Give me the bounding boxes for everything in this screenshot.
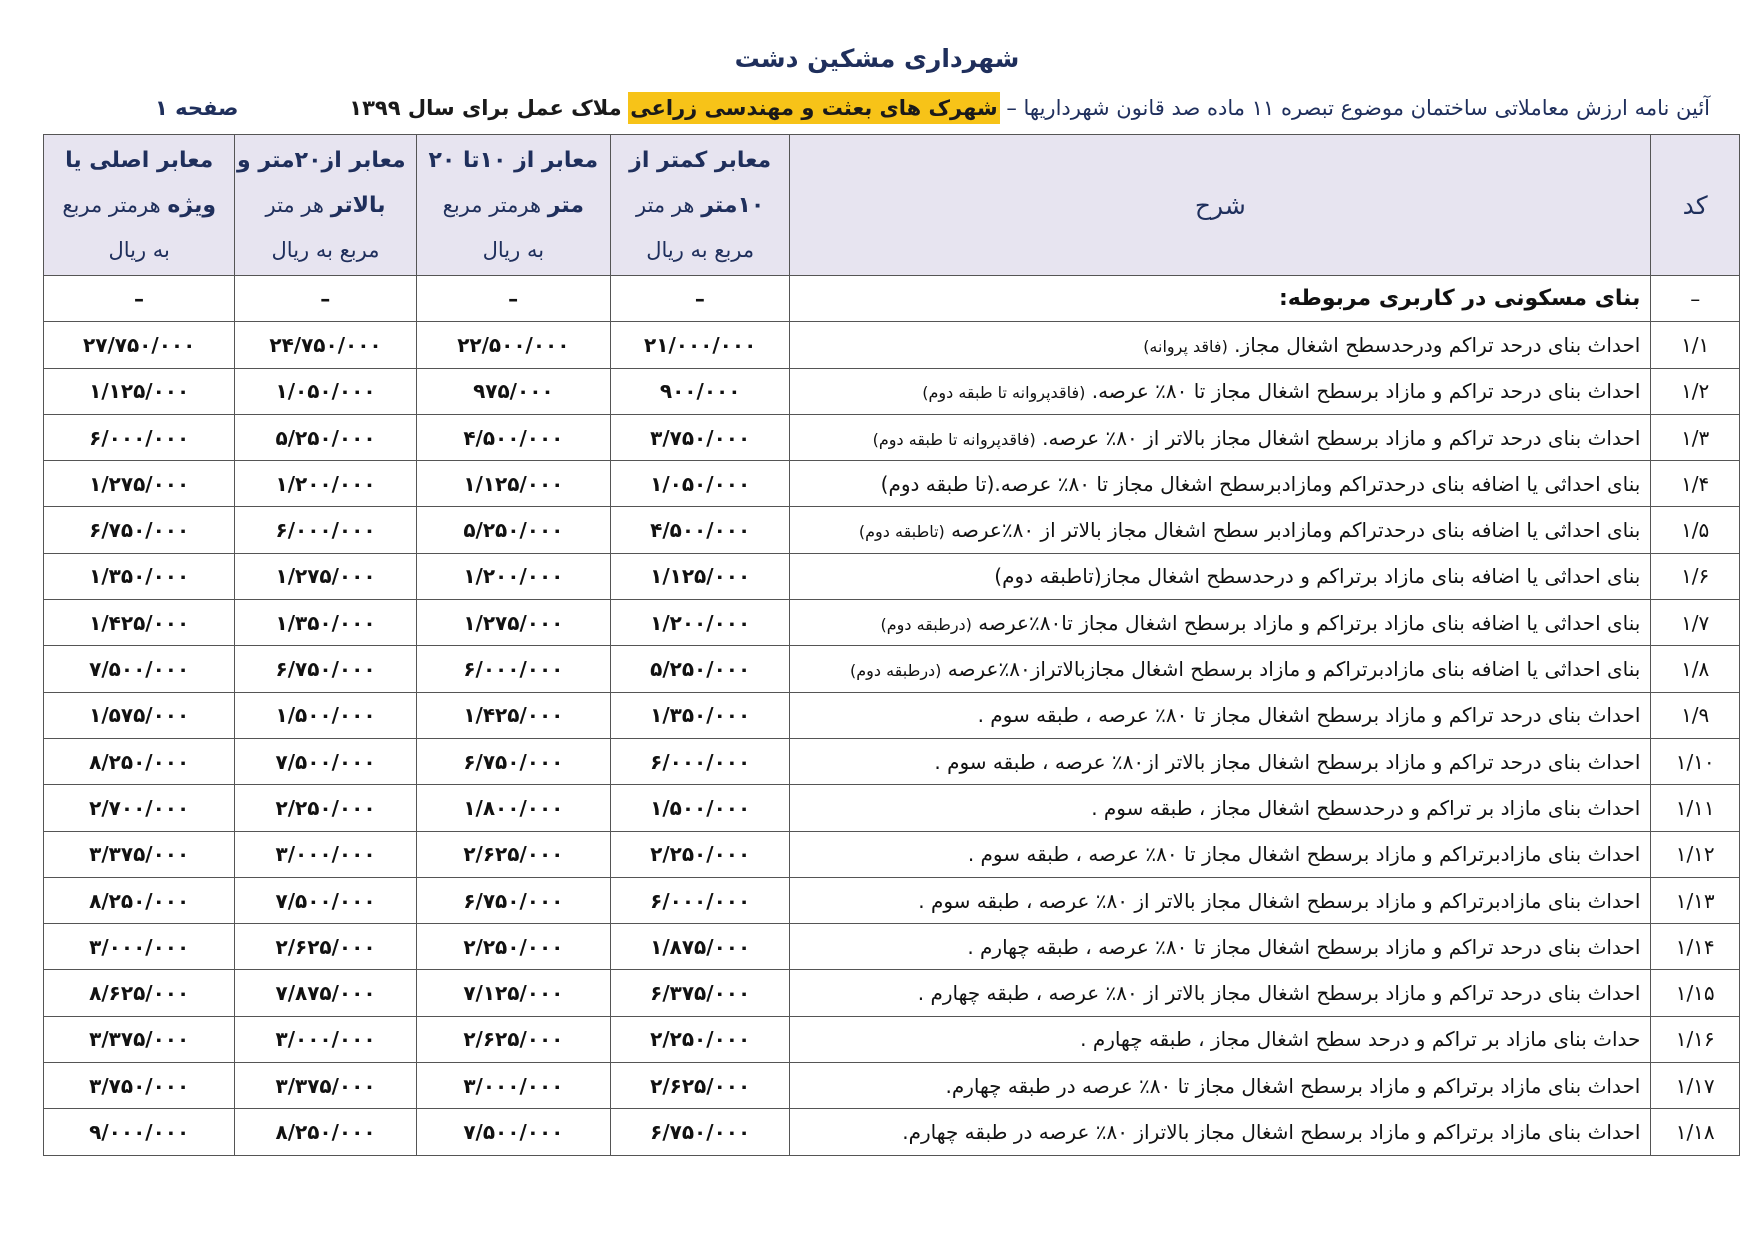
price-main-roads: ۳/۰۰۰/۰۰۰ <box>44 924 235 970</box>
row-description-text: بنای احداثی یا اضافه بنای مازاد برتراکم و درحدسطح اشغال مجاز(تاطبقه دوم) <box>994 564 1641 589</box>
price-over-20m: ۷/۸۷۵/۰۰۰ <box>235 970 416 1016</box>
row-code: ۱/۶ <box>1651 553 1740 599</box>
row-description-text: احداث بنای درحد تراکم و مازاد برسطح اشغال مجاز تا ۸۰٪ عرصه ، طبقه سوم . <box>977 703 1641 728</box>
regulation-title-prefix: آئین نامه ارزش معاملاتی ساختمان موضوع تبصره ۱۱ ماده صد قانون شهرداریها – <box>1006 96 1710 120</box>
row-description-text: احداث بنای درحد تراکم و مازاد برسطح اشغال مجاز تا ۸۰٪ عرصه. <box>1091 379 1641 404</box>
row-code: ۱/۴ <box>1651 461 1740 507</box>
price-main-roads: ۱/۳۵۰/۰۰۰ <box>44 553 235 599</box>
table-row <box>44 414 1740 460</box>
price-main-roads: ۳/۳۷۵/۰۰۰ <box>44 1016 235 1062</box>
section-title: بنای مسکونی در کاربری مربوطه: <box>790 276 1651 322</box>
row-code: ۱/۱۴ <box>1651 924 1740 970</box>
table-row <box>44 600 1740 646</box>
price-10-to-20m: ۶/۷۵۰/۰۰۰ <box>416 877 610 923</box>
price-main-roads: ۳/۷۵۰/۰۰۰ <box>44 1063 235 1109</box>
price-over-20m: ۱/۲۰۰/۰۰۰ <box>235 461 416 507</box>
section-p4: – <box>44 276 235 322</box>
header-col-under-10m <box>611 135 790 276</box>
table-row <box>44 322 1740 368</box>
price-10-to-20m: ۱/۸۰۰/۰۰۰ <box>416 785 610 831</box>
price-under-10m: ۶/۰۰۰/۰۰۰ <box>611 738 790 784</box>
row-description <box>790 414 1651 460</box>
row-description-note: (درطبقه دوم) <box>880 614 972 634</box>
header-col3-line2: هر متر <box>265 192 324 217</box>
row-description-note: (تاطبقه دوم) <box>858 522 945 542</box>
row-description-note: (درطبقه دوم) <box>850 661 942 681</box>
row-description-text: احداث بنای درحد تراکم و مازاد برسطح اشغال مجاز بالاتر از ۸۰٪ عرصه. <box>1042 425 1641 450</box>
price-under-10m: ۲/۶۲۵/۰۰۰ <box>611 1063 790 1109</box>
price-over-20m: ۱/۳۵۰/۰۰۰ <box>235 600 416 646</box>
table-row <box>44 738 1740 784</box>
row-description-text: احداث بنای درحد تراکم ودرحدسطح اشغال مجاز. <box>1234 332 1641 357</box>
header-code: کد <box>1651 135 1740 276</box>
header-col1-line1: معابر کمتر از <box>629 147 772 173</box>
row-description-note: (فاقدپروانه تا طبقه دوم) <box>872 429 1036 449</box>
row-description <box>790 322 1651 368</box>
price-over-20m: ۵/۲۵۰/۰۰۰ <box>235 414 416 460</box>
price-10-to-20m: ۱/۲۷۵/۰۰۰ <box>416 600 610 646</box>
table-header-row <box>44 135 1740 276</box>
table-row <box>44 461 1740 507</box>
price-10-to-20m: ۳/۰۰۰/۰۰۰ <box>416 1063 610 1109</box>
header-col1-line2: هر متر <box>635 192 695 217</box>
regulation-title-suffix: ملاک عمل برای سال ۱۳۹۹ <box>349 96 622 120</box>
row-description <box>790 738 1651 784</box>
row-description-text: احداث بنای مازاد برتراکم و مازاد برسطح اشغال مجاز بالاتراز ۸۰٪ عرصه در طبقه چهارم. <box>902 1119 1641 1144</box>
row-description <box>790 368 1651 414</box>
document-subheader <box>40 92 1710 134</box>
header-col2-line1: معابر از ۱۰تا ۲۰ <box>428 147 599 173</box>
org-title: شهرداری مشکین دشت <box>734 44 1020 73</box>
row-code: ۱/۲ <box>1651 368 1740 414</box>
row-description <box>790 970 1651 1016</box>
section-p2: – <box>416 276 610 322</box>
row-description <box>790 1016 1651 1062</box>
price-main-roads: ۹/۰۰۰/۰۰۰ <box>44 1109 235 1155</box>
row-description-text: حداث بنای مازاد بر تراکم و درحد سطح اشغال مجاز ، طبقه چهارم . <box>1080 1027 1641 1052</box>
regulation-title-highlight: شهرک های بعثت و مهندسی زراعی <box>628 92 999 124</box>
header-col1-line3: مربع به ریال <box>646 237 755 262</box>
price-main-roads: ۸/۶۲۵/۰۰۰ <box>44 970 235 1016</box>
table-row <box>44 646 1740 692</box>
row-description <box>790 1109 1651 1155</box>
row-code: ۱/۱۰ <box>1651 738 1740 784</box>
table-row <box>44 924 1740 970</box>
row-code: ۱/۱۳ <box>1651 877 1740 923</box>
price-over-20m: ۱/۰۵۰/۰۰۰ <box>235 368 416 414</box>
row-description <box>790 553 1651 599</box>
price-main-roads: ۸/۲۵۰/۰۰۰ <box>44 877 235 923</box>
price-10-to-20m: ۷/۵۰۰/۰۰۰ <box>416 1109 610 1155</box>
price-main-roads: ۱/۴۲۵/۰۰۰ <box>44 600 235 646</box>
page-number: صفحه ۱ <box>155 96 239 120</box>
price-under-10m: ۲/۲۵۰/۰۰۰ <box>611 1016 790 1062</box>
row-code: ۱/۱۸ <box>1651 1109 1740 1155</box>
price-under-10m: ۱/۲۰۰/۰۰۰ <box>611 600 790 646</box>
row-description <box>790 461 1651 507</box>
price-under-10m: ۲۱/۰۰۰/۰۰۰ <box>611 322 790 368</box>
price-over-20m: ۱/۲۷۵/۰۰۰ <box>235 553 416 599</box>
header-col4-line1: معابر اصلی یا <box>65 147 214 173</box>
price-over-20m: ۷/۵۰۰/۰۰۰ <box>235 738 416 784</box>
price-main-roads: ۲/۷۰۰/۰۰۰ <box>44 785 235 831</box>
price-over-20m: ۲۴/۷۵۰/۰۰۰ <box>235 322 416 368</box>
row-description <box>790 831 1651 877</box>
row-description-text: بنای احداثی یا اضافه بنای مازادبرتراکم و مازاد برسطح اشغال مجازبالاتراز۸۰٪عرصه <box>947 657 1641 682</box>
table-row <box>44 877 1740 923</box>
price-10-to-20m: ۶/۰۰۰/۰۰۰ <box>416 646 610 692</box>
price-under-10m: ۶/۷۵۰/۰۰۰ <box>611 1109 790 1155</box>
row-code: ۱/۱۲ <box>1651 831 1740 877</box>
price-over-20m: ۲/۶۲۵/۰۰۰ <box>235 924 416 970</box>
price-over-20m: ۱/۵۰۰/۰۰۰ <box>235 692 416 738</box>
row-code: ۱/۵ <box>1651 507 1740 553</box>
row-code: ۱/۱۱ <box>1651 785 1740 831</box>
price-over-20m: ۷/۵۰۰/۰۰۰ <box>235 877 416 923</box>
row-description-text: احداث بنای درحد تراکم و مازاد برسطح اشغال مجاز تا ۸۰٪ عرصه ، طبقه چهارم . <box>967 934 1641 959</box>
row-code: ۱/۱۶ <box>1651 1016 1740 1062</box>
price-under-10m: ۲/۲۵۰/۰۰۰ <box>611 831 790 877</box>
price-main-roads: ۱/۱۲۵/۰۰۰ <box>44 368 235 414</box>
price-main-roads: ۱/۵۷۵/۰۰۰ <box>44 692 235 738</box>
price-main-roads: ۷/۵۰۰/۰۰۰ <box>44 646 235 692</box>
header-col4-line2: هرمتر مربع <box>62 192 161 217</box>
price-main-roads: ۶/۰۰۰/۰۰۰ <box>44 414 235 460</box>
price-10-to-20m: ۶/۷۵۰/۰۰۰ <box>416 738 610 784</box>
price-under-10m: ۵/۲۵۰/۰۰۰ <box>611 646 790 692</box>
table-row <box>44 970 1740 1016</box>
header-col2-line2-bold: متر <box>547 192 585 218</box>
header-col3-line3: مربع به ریال <box>271 237 380 262</box>
row-description-text: احداث بنای درحد تراکم و مازاد برسطح اشغال مجاز بالاتر از۸۰٪ عرصه ، طبقه سوم . <box>934 749 1641 774</box>
price-10-to-20m: ۲/۶۲۵/۰۰۰ <box>416 1016 610 1062</box>
price-10-to-20m: ۲/۶۲۵/۰۰۰ <box>416 831 610 877</box>
row-description-text: بنای احداثی یا اضافه بنای مازاد برتراکم و مازاد برسطح اشغال مجاز تا۸۰٪عرصه <box>978 610 1641 635</box>
price-over-20m: ۳/۳۷۵/۰۰۰ <box>235 1063 416 1109</box>
row-description-note: (فاقدپروانه تا طبقه دوم) <box>922 383 1086 403</box>
price-over-20m: ۲/۲۵۰/۰۰۰ <box>235 785 416 831</box>
table-row <box>44 785 1740 831</box>
price-10-to-20m: ۷/۱۲۵/۰۰۰ <box>416 970 610 1016</box>
header-col1-line2-bold: ۱۰متر <box>701 192 765 218</box>
price-under-10m: ۱/۸۷۵/۰۰۰ <box>611 924 790 970</box>
row-description <box>790 877 1651 923</box>
row-description-text: احداث بنای مازاد بر تراکم و درحدسطح اشغال مجاز ، طبقه سوم . <box>1091 795 1641 820</box>
header-col3-line2-bold: بالاتر <box>330 192 386 218</box>
price-under-10m: ۱/۰۵۰/۰۰۰ <box>611 461 790 507</box>
price-10-to-20m: ۱/۴۲۵/۰۰۰ <box>416 692 610 738</box>
price-under-10m: ۴/۵۰۰/۰۰۰ <box>611 507 790 553</box>
row-description-text: احداث بنای مازادبرتراکم و مازاد برسطح اشغال مجاز بالاتر از ۸۰٪ عرصه ، طبقه سوم . <box>918 888 1641 913</box>
price-over-20m: ۳/۰۰۰/۰۰۰ <box>235 831 416 877</box>
row-description <box>790 507 1651 553</box>
price-10-to-20m: ۱/۲۰۰/۰۰۰ <box>416 553 610 599</box>
row-code: ۱/۸ <box>1651 646 1740 692</box>
row-description-text: بنای احداثی یا اضافه بنای درحدتراکم ومازادبرسطح اشغال مجاز تا ۸۰٪ عرصه.(تا طبقه دوم) <box>880 471 1641 496</box>
table-row <box>44 1109 1740 1155</box>
header-col-over-20m <box>235 135 416 276</box>
header-description: شرح <box>790 135 1651 276</box>
table-row <box>44 831 1740 877</box>
row-code: ۱/۷ <box>1651 600 1740 646</box>
price-under-10m: ۱/۱۲۵/۰۰۰ <box>611 553 790 599</box>
header-col2-line2: هرمتر مربع <box>442 192 542 217</box>
price-over-20m: ۸/۲۵۰/۰۰۰ <box>235 1109 416 1155</box>
header-col-main-roads <box>44 135 235 276</box>
table-row <box>44 507 1740 553</box>
table-row <box>44 1063 1740 1109</box>
price-main-roads: ۲۷/۷۵۰/۰۰۰ <box>44 322 235 368</box>
header-col4-line3: به ریال <box>108 237 170 262</box>
row-description <box>790 785 1651 831</box>
row-description-note: (فاقد پروانه) <box>1143 336 1228 356</box>
table-row <box>44 368 1740 414</box>
price-over-20m: ۳/۰۰۰/۰۰۰ <box>235 1016 416 1062</box>
price-10-to-20m: ۱/۱۲۵/۰۰۰ <box>416 461 610 507</box>
price-under-10m: ۶/۰۰۰/۰۰۰ <box>611 877 790 923</box>
price-10-to-20m: ۵/۲۵۰/۰۰۰ <box>416 507 610 553</box>
row-description-text: بنای احداثی یا اضافه بنای درحدتراکم ومازادبر سطح اشغال مجاز بالاتر از ۸۰٪عرصه <box>951 518 1641 543</box>
price-under-10m: ۹۰۰/۰۰۰ <box>611 368 790 414</box>
row-code: ۱/۱۷ <box>1651 1063 1740 1109</box>
price-main-roads: ۱/۲۷۵/۰۰۰ <box>44 461 235 507</box>
price-10-to-20m: ۲/۲۵۰/۰۰۰ <box>416 924 610 970</box>
regulation-title <box>349 96 1710 120</box>
row-description <box>790 1063 1651 1109</box>
valuation-table <box>43 134 1740 1156</box>
price-over-20m: ۶/۷۵۰/۰۰۰ <box>235 646 416 692</box>
section-p3: – <box>235 276 416 322</box>
row-code: ۱/۹ <box>1651 692 1740 738</box>
table-row <box>44 692 1740 738</box>
row-code: ۱/۱ <box>1651 322 1740 368</box>
row-description <box>790 646 1651 692</box>
row-code: ۱/۱۵ <box>1651 970 1740 1016</box>
header-col3-line1: معابر از۲۰متر و <box>237 147 406 173</box>
header-col2-line3: به ریال <box>482 237 545 262</box>
price-over-20m: ۶/۰۰۰/۰۰۰ <box>235 507 416 553</box>
section-row-residential <box>44 276 1740 322</box>
row-description <box>790 924 1651 970</box>
header-col4-line2-bold: ویژه <box>167 192 217 218</box>
header-col-10-to-20m <box>416 135 610 276</box>
row-code: ۱/۳ <box>1651 414 1740 460</box>
table-row <box>44 553 1740 599</box>
price-10-to-20m: ۹۷۵/۰۰۰ <box>416 368 610 414</box>
price-under-10m: ۶/۳۷۵/۰۰۰ <box>611 970 790 1016</box>
row-description-text: احداث بنای مازادبرتراکم و مازاد برسطح اشغال مجاز تا ۸۰٪ عرصه ، طبقه سوم . <box>967 842 1641 867</box>
section-code: – <box>1651 276 1740 322</box>
price-main-roads: ۶/۷۵۰/۰۰۰ <box>44 507 235 553</box>
row-description <box>790 692 1651 738</box>
price-under-10m: ۱/۳۵۰/۰۰۰ <box>611 692 790 738</box>
row-description <box>790 600 1651 646</box>
price-main-roads: ۸/۲۵۰/۰۰۰ <box>44 738 235 784</box>
price-10-to-20m: ۲۲/۵۰۰/۰۰۰ <box>416 322 610 368</box>
table-row <box>44 1016 1740 1062</box>
price-under-10m: ۱/۵۰۰/۰۰۰ <box>611 785 790 831</box>
price-main-roads: ۳/۳۷۵/۰۰۰ <box>44 831 235 877</box>
section-p1: – <box>611 276 790 322</box>
price-under-10m: ۳/۷۵۰/۰۰۰ <box>611 414 790 460</box>
row-description-text: احداث بنای مازاد برتراکم و مازاد برسطح اشغال مجاز تا ۸۰٪ عرصه در طبقه چهارم. <box>945 1073 1641 1098</box>
price-10-to-20m: ۴/۵۰۰/۰۰۰ <box>416 414 610 460</box>
row-description-text: احداث بنای درحد تراکم و مازاد برسطح اشغال مجاز بالاتر از ۸۰٪ عرصه ، طبقه چهارم . <box>917 981 1641 1006</box>
